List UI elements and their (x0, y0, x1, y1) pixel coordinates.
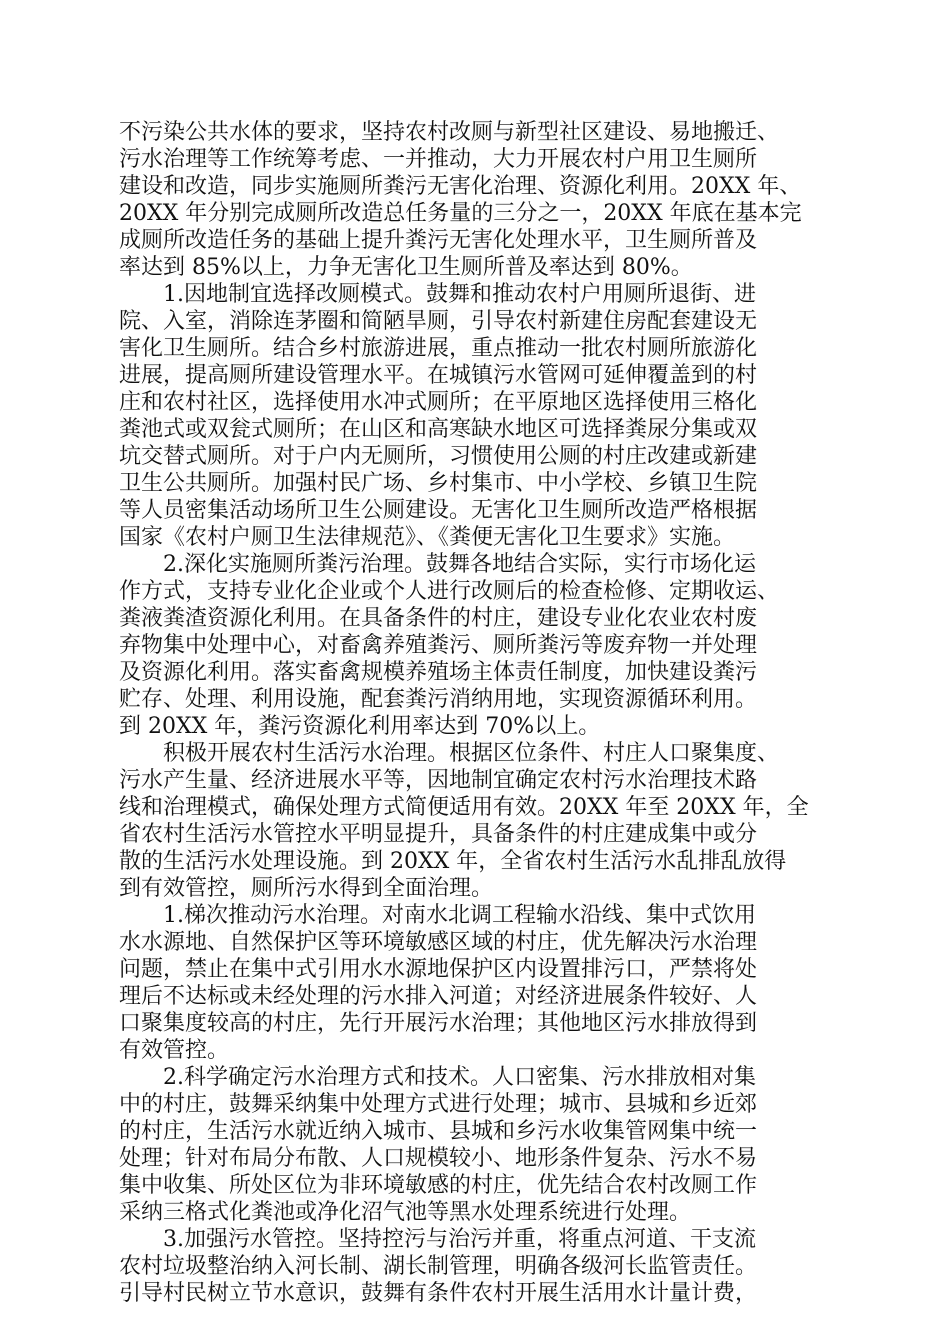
text-line: 等人员密集活动场所卫生公厕建设。无害化卫生厕所改造严格根据 (119, 498, 758, 523)
text-line: 集中收集、所处区位为非环境敏感的村庄，优先结合农村改厕工作 (119, 1173, 758, 1198)
text-line: 建设和改造，同步实施厕所粪污无害化治理、资源化利用。20XX 年、 (119, 174, 802, 199)
text-line: 口聚集度较高的村庄，先行开展污水治理；其他地区污水排放得到 (119, 1011, 758, 1036)
text-line: 到有效管控，厕所污水得到全面治理。 (119, 876, 494, 901)
text-line: 国家《农村户厕卫生法律规范》、《粪便无害化卫生要求》实施。 (119, 525, 736, 550)
text-line: 20XX 年分别完成厕所改造总任务量的三分之一，20XX 年底在基本完 (119, 201, 802, 226)
text-line: 中的村庄，鼓舞采纳集中处理方式进行处理；城市、县城和乡近郊 (119, 1092, 758, 1117)
text-line: 引导村民树立节水意识，鼓舞有条件农村开展生活用水计量计费， (119, 1281, 758, 1306)
text-line: 农村垃圾整治纳入河长制、湖长制管理，明确各级河长监管责任。 (119, 1254, 758, 1279)
paragraph (119, 281, 831, 551)
text-line: 污水治理等工作统筹考虑、一并推动，大力开展农村户用卫生厕所 (119, 147, 758, 172)
text-line: 污水产生量、经济进展水平等，因地制宜确定农村污水治理技术路 (119, 768, 758, 793)
text-line: 1.因地制宜选择改厕模式。鼓舞和推动农村户用厕所退街、进 (163, 282, 756, 307)
text-line: 到 20XX 年，粪污资源化利用率达到 70%以上。 (119, 714, 601, 739)
text-line: 2.科学确定污水治理方式和技术。人口密集、污水排放相对集 (163, 1065, 756, 1090)
text-line: 1.梯次推动污水治理。对南水北调工程输水沿线、集中式饮用 (163, 903, 756, 928)
paragraph (119, 740, 831, 902)
text-line: 处理；针对布局分布散、人口规模较小、地形条件复杂、污水不易 (119, 1146, 758, 1171)
paragraph (119, 551, 831, 740)
text-line: 坑交替式厕所。对于户内无厕所，习惯使用公厕的村庄改建或新建 (119, 444, 758, 469)
text-line: 害化卫生厕所。结合乡村旅游进展，重点推动一批农村厕所旅游化 (119, 336, 758, 361)
paragraph (119, 119, 831, 281)
text-line: 散的生活污水处理设施。到 20XX 年，全省农村生活污水乱排乱放得 (119, 849, 787, 874)
text-line: 问题，禁止在集中式引用水水源地保护区内设置排污口，严禁将处 (119, 957, 758, 982)
text-line: 卫生公共厕所。加强村民广场、乡村集市、中小学校、乡镇卫生院 (119, 471, 758, 496)
text-line: 院、入室，消除连茅圈和简陋旱厕，引导农村新建住房配套建设无 (119, 309, 758, 334)
text-line: 理后不达标或未经处理的污水排入河道；对经济进展条件较好、人 (119, 984, 758, 1009)
text-line: 采纳三格式化粪池或净化沼气池等黑水处理系统进行处理。 (119, 1200, 692, 1225)
text-line: 率达到 85%以上，力争无害化卫生厕所普及率达到 80%。 (119, 255, 693, 280)
text-line: 积极开展农村生活污水治理。根据区位条件、村庄人口聚集度、 (163, 741, 780, 766)
text-line: 及资源化利用。落实畜禽规模养殖场主体责任制度，加快建设粪污 (119, 660, 758, 685)
text-line: 省农村生活污水管控水平明显提升，具备条件的村庄建成集中或分 (119, 822, 758, 847)
paragraph (119, 1226, 831, 1307)
text-line: 有效管控。 (119, 1038, 230, 1063)
text-line: 进展，提高厕所建设管理水平。在城镇污水管网可延伸覆盖到的村 (119, 363, 758, 388)
text-line: 成厕所改造任务的基础上提升粪污无害化处理水平，卫生厕所普及 (119, 228, 758, 253)
text-line: 3.加强污水管控。坚持控污与治污并重，将重点河道、干支流 (163, 1227, 756, 1252)
paragraph (119, 902, 831, 1064)
text-line: 弃物集中处理中心，对畜禽养殖粪污、厕所粪污等废弃物一并处理 (119, 633, 758, 658)
text-line: 庄和农村社区，选择使用水冲式厕所；在平原地区选择使用三格化 (119, 390, 758, 415)
text-line: 的村庄，生活污水就近纳入城市、县城和乡污水收集管网集中统一 (119, 1119, 758, 1144)
text-line: 粪液粪渣资源化利用。在具备条件的村庄，建设专业化农业农村废 (119, 606, 758, 631)
text-line: 贮存、处理、利用设施，配套粪污消纳用地，实现资源循环利用。 (119, 687, 758, 712)
document-body (119, 119, 831, 1307)
text-line: 2.深化实施厕所粪污治理。鼓舞各地结合实际，实行市场化运 (163, 552, 756, 577)
paragraph (119, 1064, 831, 1226)
text-line: 水水源地、自然保护区等环境敏感区域的村庄，优先解决污水治理 (119, 930, 758, 955)
text-line: 粪池式或双瓮式厕所；在山区和高寒缺水地区可选择粪尿分集或双 (119, 417, 758, 442)
text-line: 线和治理模式，确保处理方式简便适用有效。20XX 年至 20XX 年，全 (119, 795, 809, 820)
text-line: 作方式，支持专业化企业或个人进行改厕后的检查检修、定期收运、 (119, 579, 780, 604)
text-line: 不污染公共水体的要求，坚持农村改厕与新型社区建设、易地搬迁、 (119, 120, 780, 145)
